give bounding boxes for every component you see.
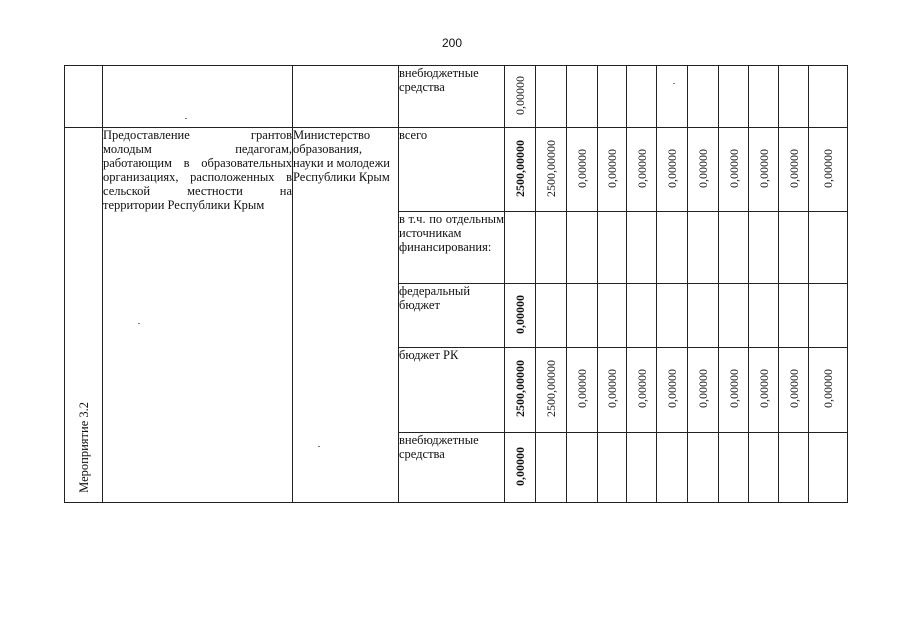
amount-value: 0,00000 xyxy=(605,148,619,188)
amount-value: 0,00000 xyxy=(696,369,710,408)
description-line: сельской местности на xyxy=(103,184,292,198)
event-label-cell xyxy=(65,128,103,503)
executor-cell xyxy=(293,128,399,503)
amount-value: 2500,00000 xyxy=(513,360,527,417)
funding-source-cell xyxy=(399,212,505,284)
amount-value: 0,00000 xyxy=(513,446,527,486)
value-cell xyxy=(749,128,779,212)
value-cell xyxy=(536,348,567,433)
funding-source-cell xyxy=(399,66,505,128)
value-cell xyxy=(809,284,848,348)
funding-source-cell xyxy=(399,433,505,503)
value-cell xyxy=(627,284,657,348)
executor-line: науки и молодежи xyxy=(293,156,390,170)
amount-value: 0,00000 xyxy=(726,148,741,188)
value-cell xyxy=(719,284,749,348)
blank-cell xyxy=(293,66,399,128)
value-cell xyxy=(657,284,688,348)
value-cell xyxy=(688,348,719,433)
amount-value: 0,00000 xyxy=(786,369,801,408)
value-cell xyxy=(719,433,749,503)
value-cell xyxy=(809,66,848,128)
value-cell xyxy=(809,433,848,503)
value-cell xyxy=(567,212,598,284)
value-cell xyxy=(627,212,657,284)
funding-source-cell xyxy=(399,128,505,212)
page-number: 200 xyxy=(441,36,463,50)
value-cell xyxy=(505,212,536,284)
amount-value: 0,00000 xyxy=(821,148,835,188)
value-cell xyxy=(627,66,657,128)
value-cell xyxy=(598,284,627,348)
value-cell xyxy=(627,433,657,503)
value-cell xyxy=(688,433,719,503)
description-cell xyxy=(103,128,293,503)
amount-value: 0,00000 xyxy=(786,148,801,188)
amount-value: 0,00000 xyxy=(513,294,527,334)
value-cell xyxy=(567,128,598,212)
funding-source-label: внебюджетные средства xyxy=(399,66,479,94)
value-cell xyxy=(627,348,657,433)
value-cell xyxy=(505,284,536,348)
value-cell xyxy=(749,284,779,348)
value-cell xyxy=(567,433,598,503)
value-cell xyxy=(657,66,688,128)
description-line: территории Республики Крым xyxy=(103,198,265,212)
executor-line: образования, xyxy=(293,142,363,156)
executor-line: Министерство xyxy=(293,128,371,142)
funding-source-label: всего xyxy=(399,128,428,142)
scan-speck xyxy=(673,83,675,84)
funding-source-label: федеральный бюджет xyxy=(399,284,471,312)
value-cell xyxy=(779,433,809,503)
amount-value: 0,00000 xyxy=(821,369,835,408)
blank-cell xyxy=(65,66,103,128)
value-cell xyxy=(598,348,627,433)
value-cell xyxy=(779,66,809,128)
value-cell xyxy=(536,433,567,503)
value-cell xyxy=(657,433,688,503)
value-cell xyxy=(567,348,598,433)
value-cell xyxy=(536,66,567,128)
description-line: организациях, расположенных в xyxy=(103,170,292,184)
value-cell xyxy=(598,212,627,284)
funding-source-label: в т.ч. по отдельным источникам финансирования: xyxy=(399,212,504,254)
amount-value: 2500,00000 xyxy=(513,139,527,197)
budget-table xyxy=(64,65,848,503)
scan-speck xyxy=(318,446,320,447)
table-row xyxy=(65,66,848,128)
value-cell xyxy=(567,66,598,128)
amount-value: 0,00000 xyxy=(726,369,741,408)
amount-value: 2500,00000 xyxy=(544,139,558,197)
executor-line: Республики Крым xyxy=(293,170,390,184)
amount-value: 2500,00000 xyxy=(544,360,558,417)
value-cell xyxy=(809,212,848,284)
value-cell xyxy=(779,128,809,212)
value-cell xyxy=(719,128,749,212)
amount-value: 0,00000 xyxy=(665,148,679,188)
amount-value: 0,00000 xyxy=(575,369,589,408)
value-cell xyxy=(567,284,598,348)
amount-value: 0,00000 xyxy=(756,369,771,408)
value-cell xyxy=(719,212,749,284)
amount-value: 0,00000 xyxy=(756,148,771,188)
value-cell xyxy=(657,348,688,433)
value-cell xyxy=(779,284,809,348)
event-label: Мероприятие 3.2 xyxy=(76,402,91,493)
value-cell xyxy=(536,128,567,212)
value-cell xyxy=(749,433,779,503)
value-cell xyxy=(688,212,719,284)
value-cell xyxy=(779,212,809,284)
value-cell xyxy=(809,128,848,212)
value-cell xyxy=(779,348,809,433)
value-cell xyxy=(505,66,536,128)
value-cell xyxy=(809,348,848,433)
value-cell xyxy=(749,66,779,128)
description-line: Предоставление грантов xyxy=(103,128,292,142)
description-line: работающим в образовательных xyxy=(103,156,292,170)
funding-source-label: бюджет РК xyxy=(399,348,459,362)
value-cell xyxy=(749,348,779,433)
value-cell xyxy=(505,348,536,433)
amount-value: 0,00000 xyxy=(605,369,619,408)
value-cell xyxy=(719,66,749,128)
funding-source-label: внебюджетные средства xyxy=(399,433,479,461)
value-cell xyxy=(688,284,719,348)
amount-value: 0,00000 xyxy=(513,75,527,115)
amount-value: 0,00000 xyxy=(575,148,589,188)
value-cell xyxy=(688,128,719,212)
value-cell xyxy=(627,128,657,212)
value-cell xyxy=(749,212,779,284)
blank-cell xyxy=(103,66,293,128)
amount-value: 0,00000 xyxy=(665,369,679,408)
funding-source-cell xyxy=(399,284,505,348)
value-cell xyxy=(598,433,627,503)
description-line: молодым педагогам, xyxy=(103,142,292,156)
value-cell xyxy=(505,433,536,503)
amount-value: 0,00000 xyxy=(696,148,710,188)
value-cell xyxy=(536,212,567,284)
scan-speck xyxy=(185,118,187,119)
amount-value: 0,00000 xyxy=(634,369,649,408)
value-cell xyxy=(536,284,567,348)
value-cell xyxy=(688,66,719,128)
table-row xyxy=(65,128,848,212)
value-cell xyxy=(598,128,627,212)
value-cell xyxy=(719,348,749,433)
value-cell xyxy=(598,66,627,128)
value-cell xyxy=(657,212,688,284)
value-cell xyxy=(657,128,688,212)
value-cell xyxy=(505,128,536,212)
amount-value: 0,00000 xyxy=(634,148,649,188)
scan-speck xyxy=(138,323,140,324)
funding-source-cell xyxy=(399,348,505,433)
